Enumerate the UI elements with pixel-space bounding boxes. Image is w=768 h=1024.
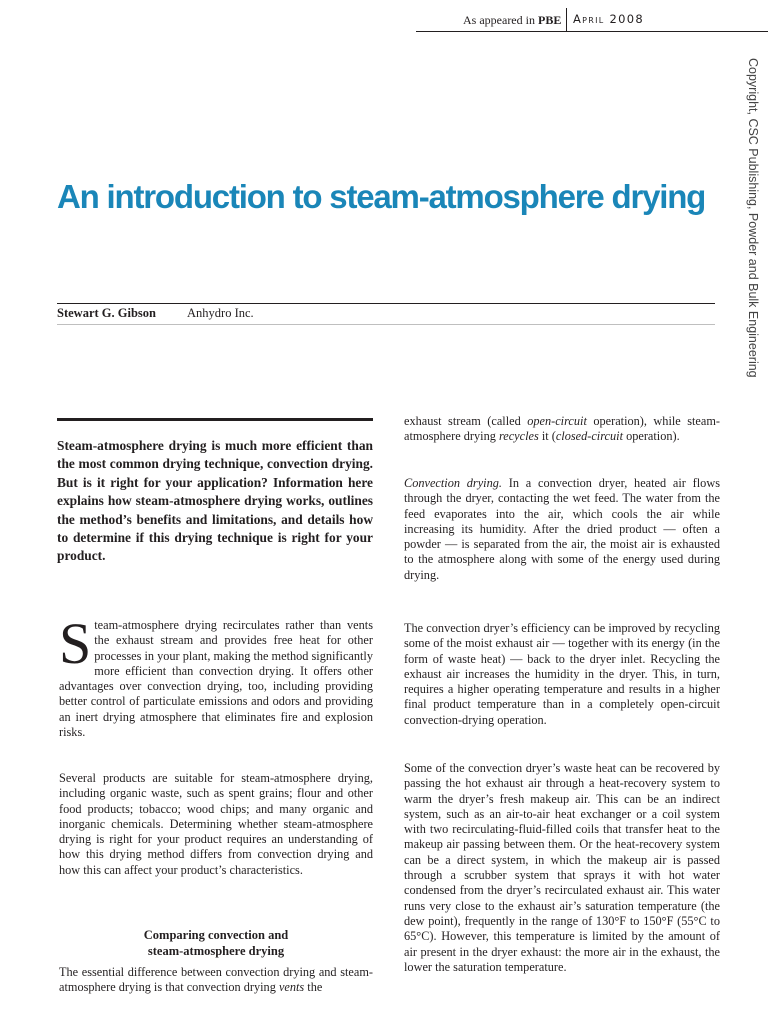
paragraph-convection-drying xyxy=(404,476,720,583)
intro-paragraph xyxy=(59,611,373,740)
appeared-in-text: As appeared in xyxy=(463,13,535,27)
issue-date: April 2008 xyxy=(573,12,644,26)
header-divider-horizontal xyxy=(416,31,768,32)
author-name: Stewart G. Gibson xyxy=(57,306,156,320)
byline-rule-top xyxy=(57,303,715,304)
paragraph-heat-recovery xyxy=(404,761,720,975)
paragraph-text-end: the xyxy=(304,980,323,995)
emphasis-closed-circuit: closed-circuit xyxy=(555,429,623,444)
article-summary: Steam-atmosphere drying is much more efficient than the most common drying technique, convection drying. But is it right for your application? Information here explains how steam-atmosphere drying works, outlines the method’s benefits and limitations, and details how to determine if this drying technique is right for your product. xyxy=(57,438,373,564)
copyright-notice: Copyright, CSC Publishing, Powder and Bulk Engineering xyxy=(746,58,760,378)
paragraph-text: Several products are suitable for steam-atmosphere drying, including organic waste, such as spent grains; flour and other food products; tobacco; wood chips; and many organic and inorganic chemicals. Determining whether steam-atmosphere drying is right for your product requires an understanding of how this drying method differs from convection drying and how this can affect your product’s characteristics. xyxy=(59,771,373,877)
byline-rule-bottom xyxy=(57,324,715,325)
section-subhead xyxy=(59,928,373,959)
continuation-text: exhaust stream (called xyxy=(404,414,528,428)
paragraph-text: The essential difference between convection drying and steam-atmosphere drying is that convection drying xyxy=(59,965,373,995)
continuation-text-2: operation), while steam-atmosphere drying xyxy=(404,414,720,444)
paragraph-suitable-products xyxy=(59,771,373,878)
paragraph-efficiency xyxy=(404,621,720,728)
intro-text: team-atmosphere drying recirculates rather than vents the exhaust stream and provides free heat for other processes in your plant, making the method significantly more efficient than convection drying. It offers other advantages over convection drying, too, including providing better control of particulate emissions and odors and providing an inert drying atmosphere that eliminates fire and explosion risks. xyxy=(59,618,373,740)
appeared-in-label xyxy=(463,13,561,28)
subhead-line-1: Comparing convection and xyxy=(143,928,289,942)
article-title: An introduction to steam-atmosphere drying xyxy=(57,178,706,215)
author-affiliation: Anhydro Inc. xyxy=(187,306,254,320)
continuation-text-4: operation). xyxy=(623,429,680,444)
drop-cap: S xyxy=(59,611,92,676)
header-divider-vertical xyxy=(566,8,567,32)
emphasis-open-circuit: open-circuit xyxy=(527,414,587,428)
continuation-text-3: it ( xyxy=(538,429,556,444)
paragraph-text: The convection dryer’s efficiency can be improved by recycling some of the moist exhaust air — together with its energy (in the form of waste heat) — back to the dryer inlet. Recycling the exhaust air increases the humidity in the dryer. This, in turn, requires a higher operating temperature and results in a higher final product temperature than in a completely open-circuit convection-drying operation. xyxy=(404,621,720,727)
paragraph-text: In a convection dryer, heated air flows through the dryer, contacting the wet feed. The water from the feed evaporates into the air, which cools the air while increasing its humidity. After the dried product — often a powder — is separated from the air, the moist air is exhausted to the atmosphere along with some of the energy used during drying. xyxy=(404,476,720,582)
magazine-name: PBE xyxy=(537,13,562,27)
paragraph-text: Some of the convection dryer’s waste heat can be recovered by passing the hot exhaust air through a heat-recovery system to warm the dryer’s fresh makeup air. This can be an indirect system, such as an air-to-air heat exchanger or a coil system with two recirculating-fluid-filled coils that transfer heat to the makeup air passing between them. Or the heat-recovery system can be a direct system, in which the makeup air is passed through a scrubber system that sprays it with hot water condensed from the dryer’s recirculated exhaust air. This water runs very close to the exhaust air’s saturation temperature (the dew point), frequently in the range of 130°F to 150°F (55°C to 65°C). However, this temperature is limited by the amount of air present in the dryer exhaust: the more air in the exhaust, the lower the saturation temperature. xyxy=(404,761,720,974)
paragraph-essential-difference xyxy=(59,965,373,996)
summary-rule xyxy=(57,418,373,421)
subhead-line-2: steam-atmosphere drying xyxy=(147,943,285,958)
paragraph-continuation xyxy=(404,414,720,445)
run-in-head: Convection drying. xyxy=(404,476,502,490)
emphasis-vents: vents xyxy=(278,980,305,995)
emphasis-recycles: recycles xyxy=(498,429,539,444)
